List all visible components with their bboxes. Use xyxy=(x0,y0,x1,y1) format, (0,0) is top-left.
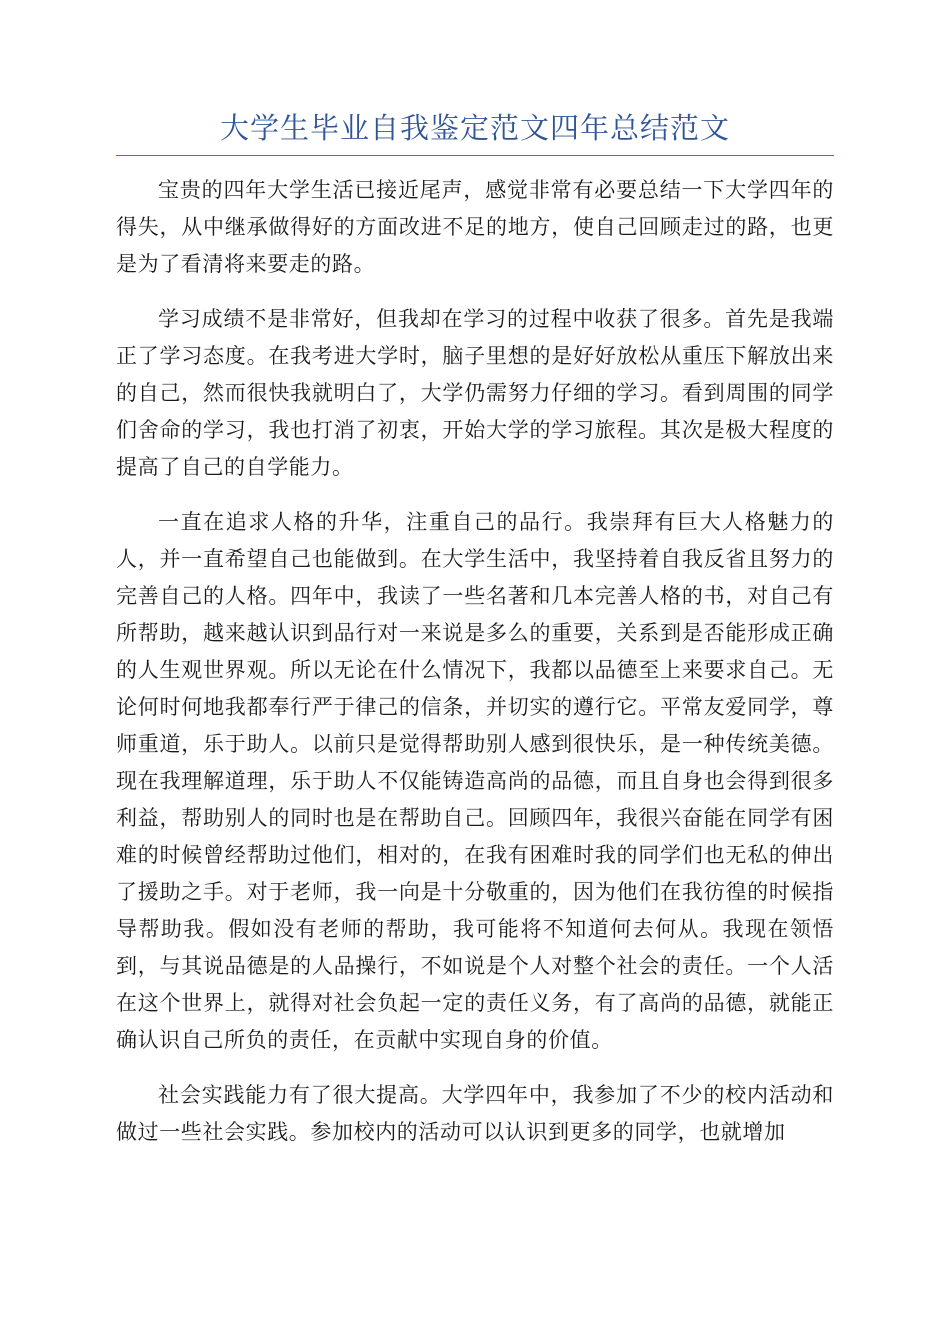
paragraph-3: 一直在追求人格的升华，注重自己的品行。我崇拜有巨大人格魅力的人，并一直希望自己也能做到。在大学生活中，我坚持着自我反省且努力的完善自己的人格。四年中，我读了一些名著和几本完善人格的书，对自己有所帮助，越来越认识到品行对一来说是多么的重要，关系到是否能形成正确的人生观世界观。所以无论在什么情况下，我都以品德至上来要求自己。无论何时何地我都奉行严于律己的信条，并切实的遵行它。平常友爱同学，尊师重道，乐于助人。以前只是觉得帮助别人感到很快乐，是一种传统美德。现在我理解道理，乐于助人不仅能铸造高尚的品德，而且自身也会得到很多利益，帮助别人的同时也是在帮助自己。回顾四年，我很兴奋能在同学有困难的时候曾经帮助过他们，相对的，在我有困难时我的同学们也无私的伸出了援助之手。对于老师，我一向是十分敬重的，因为他们在我彷徨的时候指导帮助我。假如没有老师的帮助，我可能将不知道何去何从。我现在领悟到，与其说品德是的人品操行，不如说是个人对整个社会的责任。一个人活在这个世界上，就得对社会负起一定的责任义务，有了高尚的品德，就能正确认识自己所负的责任，在贡献中实现自身的价值。 xyxy=(116,510,834,1052)
title-block xyxy=(116,108,834,156)
paragraph-1: 宝贵的四年大学生活已接近尾声，感觉非常有必要总结一下大学四年的得失，从中继承做得好的方面改进不足的地方，使自己回顾走过的路，也更是为了看清将来要走的路。 xyxy=(116,178,834,276)
document-body xyxy=(116,172,834,1169)
document-title: 大学生毕业自我鉴定范文四年总结范文 xyxy=(219,111,730,145)
paragraph-2: 学习成绩不是非常好，但我却在学习的过程中收获了很多。首先是我端正了学习态度。在我考进大学时，脑子里想的是好好放松从重压下解放出来的自己，然而很快我就明白了，大学仍需努力仔细的学习。看到周围的同学们舍命的学习，我也打消了初衷，开始大学的学习旅程。其次是极大程度的提高了自己的自学能力。 xyxy=(116,307,834,479)
paragraph-4: 社会实践能力有了很大提高。大学四年中，我参加了不少的校内活动和做过一些社会实践。参加校内的活动可以认识到更多的同学，也就增加 xyxy=(116,1083,834,1144)
